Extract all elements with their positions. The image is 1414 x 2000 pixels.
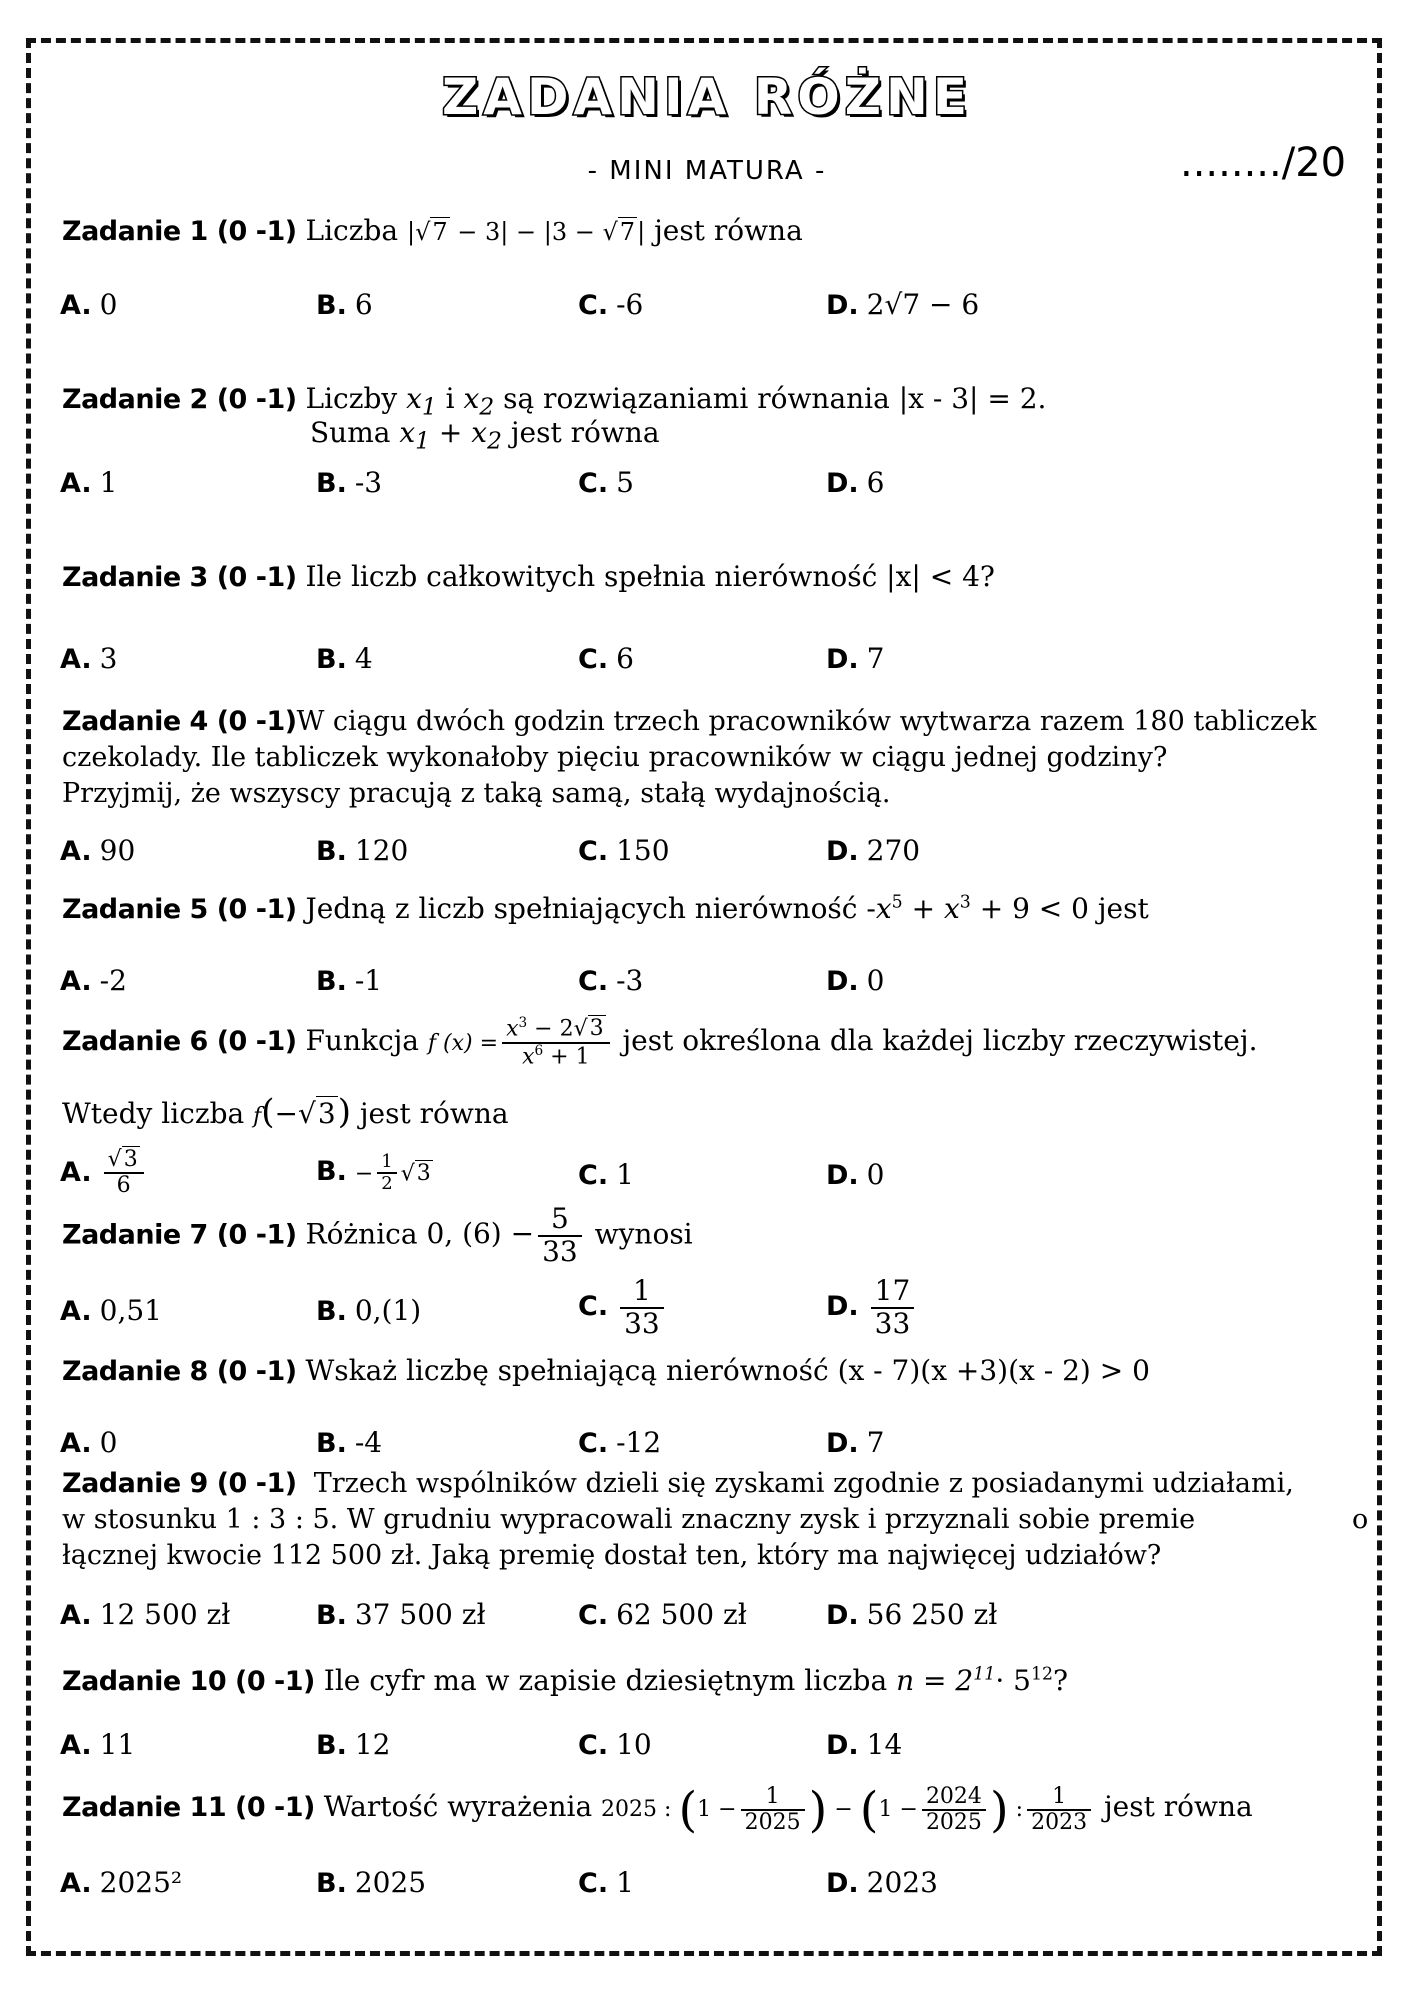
task-3-option-d[interactable]: D. 7 xyxy=(826,642,885,675)
task-9-option-a[interactable]: A. 12 500 zł xyxy=(60,1598,231,1631)
task-7-question: Zadanie 7 (0 -1) Różnica 0, (6) − $\frac{5}{33}$ wynosi xyxy=(62,1202,693,1268)
task-4-option-d[interactable]: D. 270 xyxy=(826,834,921,867)
task-label: Zadanie 8 (0 -1) xyxy=(62,1356,297,1387)
task-text: Ile liczb całkowitych spełnia nierówność |x| < 4? xyxy=(305,560,995,593)
task-10-option-d[interactable]: D. 14 xyxy=(826,1728,903,1761)
task-11-question: Zadanie 11 (0 -1) Wartość wyrażenia 2025 : (1 − $\frac{1}{2025}$ ) − (1 − $\frac{2024}{2025}$ ) : $\frac{1}{2023}$ jest równa xyxy=(62,1782,1253,1838)
task-10-question: Zadanie 10 (0 -1) Ile cyfr ma w zapisie dziesiętnym liczba $n = 2^{11}\cdot 5^{12}$? xyxy=(62,1664,1069,1697)
task-6-option-a[interactable]: A. $\frac{√3}{6}$ xyxy=(60,1148,148,1198)
task-9-question-line2: w stosunku 1 : 3 : 5. W grudniu wypracowali znaczny zysk i przyznali sobie premie xyxy=(62,1504,1196,1535)
task-3-option-a[interactable]: A. 3 xyxy=(60,642,118,675)
task-2-question: Zadanie 2 (0 -1) Liczby $x_1$ i $x_2$ są rozwiązaniami równania |x - 3| = 2. xyxy=(62,382,1047,421)
task-3-option-b[interactable]: B. 4 xyxy=(316,642,373,675)
task-label: Zadanie 6 (0 -1) xyxy=(62,1026,297,1058)
task-10-option-a[interactable]: A. 11 xyxy=(60,1728,136,1761)
task-9-option-b[interactable]: B. 37 500 zł xyxy=(316,1598,486,1631)
task-11-option-b[interactable]: B. 2025 xyxy=(316,1866,427,1899)
task-6-option-b[interactable]: B. − $\frac{1}{2}$ √3 xyxy=(316,1151,431,1194)
task-2-option-b[interactable]: B. -3 xyxy=(316,466,383,499)
task-7-option-d[interactable]: D. $\frac{17}{33}$ xyxy=(826,1276,918,1340)
task-8-option-b[interactable]: B. -4 xyxy=(316,1426,383,1459)
math-expression: $-x^5 + x^3 + 9 < 0$ xyxy=(866,892,1089,925)
task-2-question-line2: Suma $x_1 + x_2$ jest równa xyxy=(310,416,660,455)
task-7-option-b[interactable]: B. 0,(1) xyxy=(316,1294,422,1327)
task-4-option-b[interactable]: B. 120 xyxy=(316,834,409,867)
task-5-question: Zadanie 5 (0 -1) Jedną z liczb spełniających nierówność $-x^5 + x^3 + 9 < 0$ jest xyxy=(62,892,1149,925)
subtitle: - MINI MATURA - xyxy=(587,156,827,186)
task-9-question-line2-tail: o xyxy=(1352,1504,1369,1535)
math-expression: f (x) = xyxy=(427,1031,499,1057)
page-title: ZADANIA RÓŻNE xyxy=(442,68,972,126)
task-11-option-c[interactable]: C. 1 xyxy=(578,1866,634,1899)
task-label: Zadanie 11 (0 -1) xyxy=(62,1792,315,1823)
task-label: Zadanie 3 (0 -1) xyxy=(62,562,297,593)
math-expression: 0, (6) − $\frac{5}{33}$ xyxy=(426,1217,585,1250)
task-text: jest równa xyxy=(654,214,803,247)
task-10-option-c[interactable]: C. 10 xyxy=(578,1728,652,1761)
task-label: Zadanie 2 (0 -1) xyxy=(62,384,297,415)
task-4-option-a[interactable]: A. 90 xyxy=(60,834,136,867)
task-label: Zadanie 4 (0 -1) xyxy=(62,706,297,737)
task-4-question-line2: czekolady. Ile tabliczek wykonałoby pięciu pracowników w ciągu jednej godziny? xyxy=(62,742,1168,773)
task-2-option-a[interactable]: A. 1 xyxy=(60,466,118,499)
task-6-option-c[interactable]: C. 1 xyxy=(578,1158,634,1191)
task-2-option-c[interactable]: C. 5 xyxy=(578,466,634,499)
task-10-option-b[interactable]: B. 12 xyxy=(316,1728,391,1761)
task-4-option-c[interactable]: C. 150 xyxy=(578,834,670,867)
task-5-option-b[interactable]: B. -1 xyxy=(316,964,383,997)
task-3-option-c[interactable]: C. 6 xyxy=(578,642,634,675)
task-5-option-c[interactable]: C. -3 xyxy=(578,964,644,997)
task-label: Zadanie 9 (0 -1) xyxy=(62,1468,297,1499)
task-8-option-d[interactable]: D. 7 xyxy=(826,1426,885,1459)
task-9-question: Zadanie 9 (0 -1) Trzech wspólników dzieli się zyskami zgodnie z posiadanymi udziałami, xyxy=(62,1468,1294,1499)
task-6-question: Zadanie 6 (0 -1) Funkcja f (x) = $\frac{x^3 - 2√3}{x^6 + 1}$ jest określona dla każdej liczby rzeczywistej. xyxy=(62,1015,1258,1069)
task-label: Zadanie 5 (0 -1) xyxy=(62,894,297,925)
task-6-option-d[interactable]: D. 0 xyxy=(826,1158,885,1191)
task-2-option-d[interactable]: D. 6 xyxy=(826,466,885,499)
task-label: Zadanie 10 (0 -1) xyxy=(62,1666,315,1697)
task-1-option-a[interactable]: A. 0 xyxy=(60,288,118,321)
task-label: Zadanie 1 (0 -1) xyxy=(62,216,297,247)
task-1-option-b[interactable]: B. 6 xyxy=(316,288,373,321)
task-8-option-c[interactable]: C. -12 xyxy=(578,1426,662,1459)
task-1-option-d[interactable]: D. 2√7 − 6 xyxy=(826,288,980,321)
title-block xyxy=(0,68,1414,126)
task-4-question-line3: Przyjmij, że wszyscy pracują z taką samą, stałą wydajnością. xyxy=(62,778,891,809)
task-5-option-d[interactable]: D. 0 xyxy=(826,964,885,997)
task-text: Wskaż liczbę spełniającą nierówność (x - 7)(x +3)(x - 2) > 0 xyxy=(305,1354,1150,1387)
task-7-option-a[interactable]: A. 0,51 xyxy=(60,1294,162,1327)
task-4-question xyxy=(62,706,1317,737)
task-9-option-d[interactable]: D. 56 250 zł xyxy=(826,1598,998,1631)
task-9-question-line3: łącznej kwocie 112 500 zł. Jaką premię dostał ten, który ma najwięcej udziałów? xyxy=(62,1540,1162,1571)
task-label: Zadanie 7 (0 -1) xyxy=(62,1219,297,1251)
task-9-option-c[interactable]: C. 62 500 zł xyxy=(578,1598,747,1631)
task-1-option-c[interactable]: C. -6 xyxy=(578,288,644,321)
task-5-option-a[interactable]: A. -2 xyxy=(60,964,127,997)
score-field: ......../20 xyxy=(1180,140,1347,186)
task-7-option-c[interactable]: C. $\frac{1}{33}$ xyxy=(578,1276,668,1340)
task-11-option-d[interactable]: D. 2023 xyxy=(826,1866,938,1899)
task-6-question-line2: Wtedy liczba f(−√3) jest równa xyxy=(62,1092,509,1132)
task-8-option-a[interactable]: A. 0 xyxy=(60,1426,118,1459)
task-text: W ciągu dwóch godzin trzech pracowników wytwarza razem 180 tabliczek xyxy=(296,706,1317,737)
task-11-option-a[interactable]: A. 2025² xyxy=(60,1866,183,1899)
task-3-question xyxy=(62,560,995,593)
math-expression: $n = 2^{11}\cdot 5^{12}$ xyxy=(896,1664,1054,1697)
math-expression: 2025 : (1 − $\frac{1}{2025}$ ) − (1 − $\frac{2024}{2025}$ ) : $\frac{1}{2023}$ xyxy=(601,1797,1095,1822)
task-text: Liczba xyxy=(305,214,399,247)
task-8-question xyxy=(62,1354,1150,1387)
task-1-question xyxy=(62,214,803,247)
math-expression: |√7 − 3| − |3 − √7| xyxy=(407,218,646,246)
